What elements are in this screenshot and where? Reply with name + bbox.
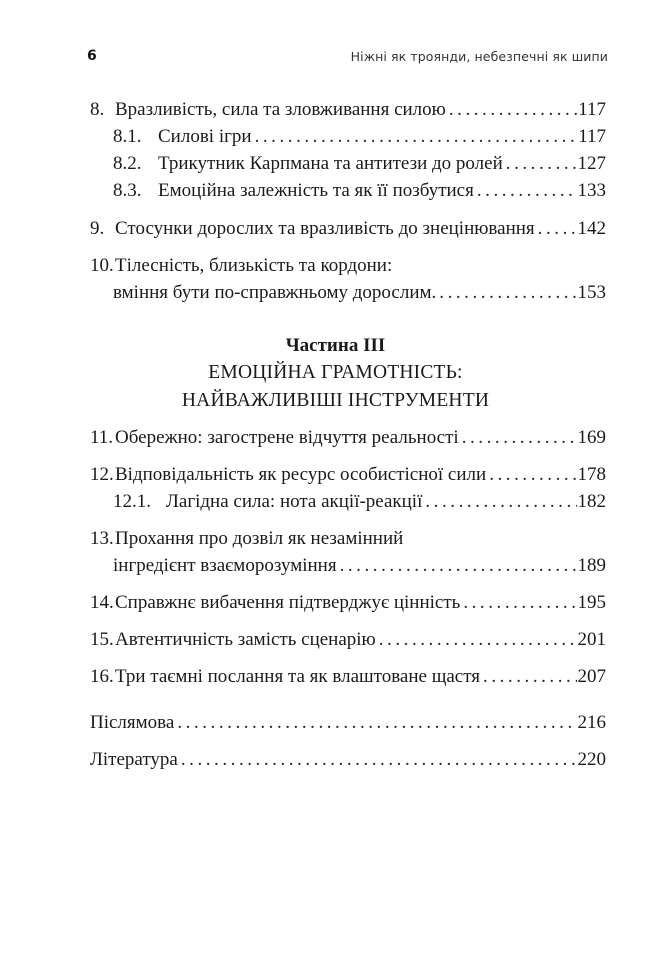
entry-title: Вразливість, сила та зловживання силою	[115, 99, 446, 120]
entry-number: 14.	[90, 592, 114, 613]
entry-title-continued: інгредієнт взаєморозуміння	[113, 555, 337, 576]
dot-leader	[449, 97, 577, 123]
dot-leader	[463, 590, 576, 616]
entry-title: Справжнє вибачення підтверджує цінність	[115, 592, 461, 613]
toc-entry-ch12-1[interactable]	[113, 489, 606, 515]
toc-entry-ch12[interactable]	[90, 462, 606, 488]
toc-entry-ch14[interactable]	[90, 590, 606, 616]
entry-title: Відповідальність як ресурс особистісної сили	[115, 464, 487, 485]
entry-page: 117	[578, 126, 606, 147]
entry-number: 8.3.	[113, 180, 142, 201]
entry-number: 12.1.	[113, 491, 151, 512]
entry-title: Емоційна залежність та як її позбутися	[158, 180, 474, 201]
entry-page: 142	[577, 218, 606, 239]
dot-leader	[477, 178, 577, 204]
toc-entry-ch15[interactable]	[90, 627, 606, 653]
dot-leader	[462, 425, 577, 451]
toc-entry-ch8-3[interactable]	[113, 178, 606, 204]
toc-entry-ch11[interactable]	[90, 425, 606, 451]
entry-title: Лагідна сила: нота акції-реакції	[166, 491, 423, 512]
entry-page: 133	[577, 180, 606, 201]
toc-entry-ch13-line1[interactable]	[90, 526, 606, 552]
entry-title: Післямова	[90, 712, 175, 733]
entry-number: 8.	[90, 99, 105, 120]
dot-leader	[425, 489, 576, 515]
dot-leader	[483, 664, 576, 690]
entry-title: Література	[90, 749, 178, 770]
entry-page: 201	[577, 629, 606, 650]
toc-entry-ch8[interactable]	[90, 97, 606, 123]
entry-page: 117	[578, 99, 606, 120]
entry-page: 195	[577, 592, 606, 613]
entry-page: 207	[577, 666, 606, 687]
entry-page: 216	[577, 712, 606, 733]
entry-page: 127	[577, 153, 606, 174]
page-number: 6	[87, 48, 97, 64]
part-title-line2: НАЙВАЖЛИВІШІ ІНСТРУМЕНТИ	[181, 390, 490, 411]
entry-title: Трикутник Карпмана та антитези до ролей	[158, 153, 503, 174]
entry-number: 13.	[90, 528, 114, 549]
entry-page: 220	[577, 749, 606, 770]
entry-title-continued: вміння бути по-справжньому дорослим.	[113, 282, 437, 303]
toc-entry-ch10-line1[interactable]	[90, 253, 606, 279]
entry-number: 9.	[90, 218, 105, 239]
dot-leader	[340, 553, 577, 579]
entry-title: Обережно: загострене відчуття реальності	[115, 427, 459, 448]
entry-number: 10.	[90, 255, 114, 276]
entry-title: Автентичність замість сценарію	[115, 629, 376, 650]
entry-page: 182	[577, 491, 606, 512]
toc-entry-ch13-line2[interactable]	[113, 553, 606, 579]
entry-title: Тілесність, близькість та кордони:	[115, 255, 393, 276]
dot-leader	[506, 151, 577, 177]
part-label: Частина III	[285, 335, 386, 356]
toc-entry-ch16[interactable]	[90, 664, 606, 690]
toc-entry-ch8-2[interactable]	[113, 151, 606, 177]
entry-title: Стосунки дорослих та вразливість до знецінювання	[115, 218, 535, 239]
entry-title: Три таємні послання та як влаштоване щастя	[115, 666, 481, 687]
part-title-line1: ЕМОЦІЙНА ГРАМОТНІСТЬ:	[208, 362, 463, 383]
page-header	[87, 48, 608, 68]
dot-leader	[379, 627, 577, 653]
dot-leader	[177, 710, 576, 736]
entry-title: Силові ігри	[158, 126, 252, 147]
entry-page: 153	[577, 282, 606, 303]
entry-number: 8.1.	[113, 126, 142, 147]
toc-entry-ch10-line2[interactable]	[113, 280, 606, 306]
part-heading	[0, 333, 671, 415]
dot-leader	[255, 124, 578, 150]
dot-leader	[181, 747, 577, 773]
entry-number: 12.	[90, 464, 114, 485]
dot-leader	[489, 462, 576, 488]
toc-entry-ch8-1[interactable]	[113, 124, 606, 150]
entry-number: 16.	[90, 666, 114, 687]
running-title: Ніжні як троянди, небезпечні як шипи	[350, 49, 608, 64]
entry-page: 169	[577, 427, 606, 448]
dot-leader	[538, 216, 577, 242]
entry-title: Прохання про дозвіл як незамінний	[115, 528, 404, 549]
dot-leader	[439, 280, 576, 306]
toc-entry-literature[interactable]	[90, 747, 606, 773]
entry-number: 15.	[90, 629, 114, 650]
entry-number: 8.2.	[113, 153, 142, 174]
entry-page: 189	[577, 555, 606, 576]
toc-entry-afterword[interactable]	[90, 710, 606, 736]
toc-entry-ch9[interactable]	[90, 216, 606, 242]
entry-number: 11.	[90, 427, 114, 448]
entry-page: 178	[577, 464, 606, 485]
